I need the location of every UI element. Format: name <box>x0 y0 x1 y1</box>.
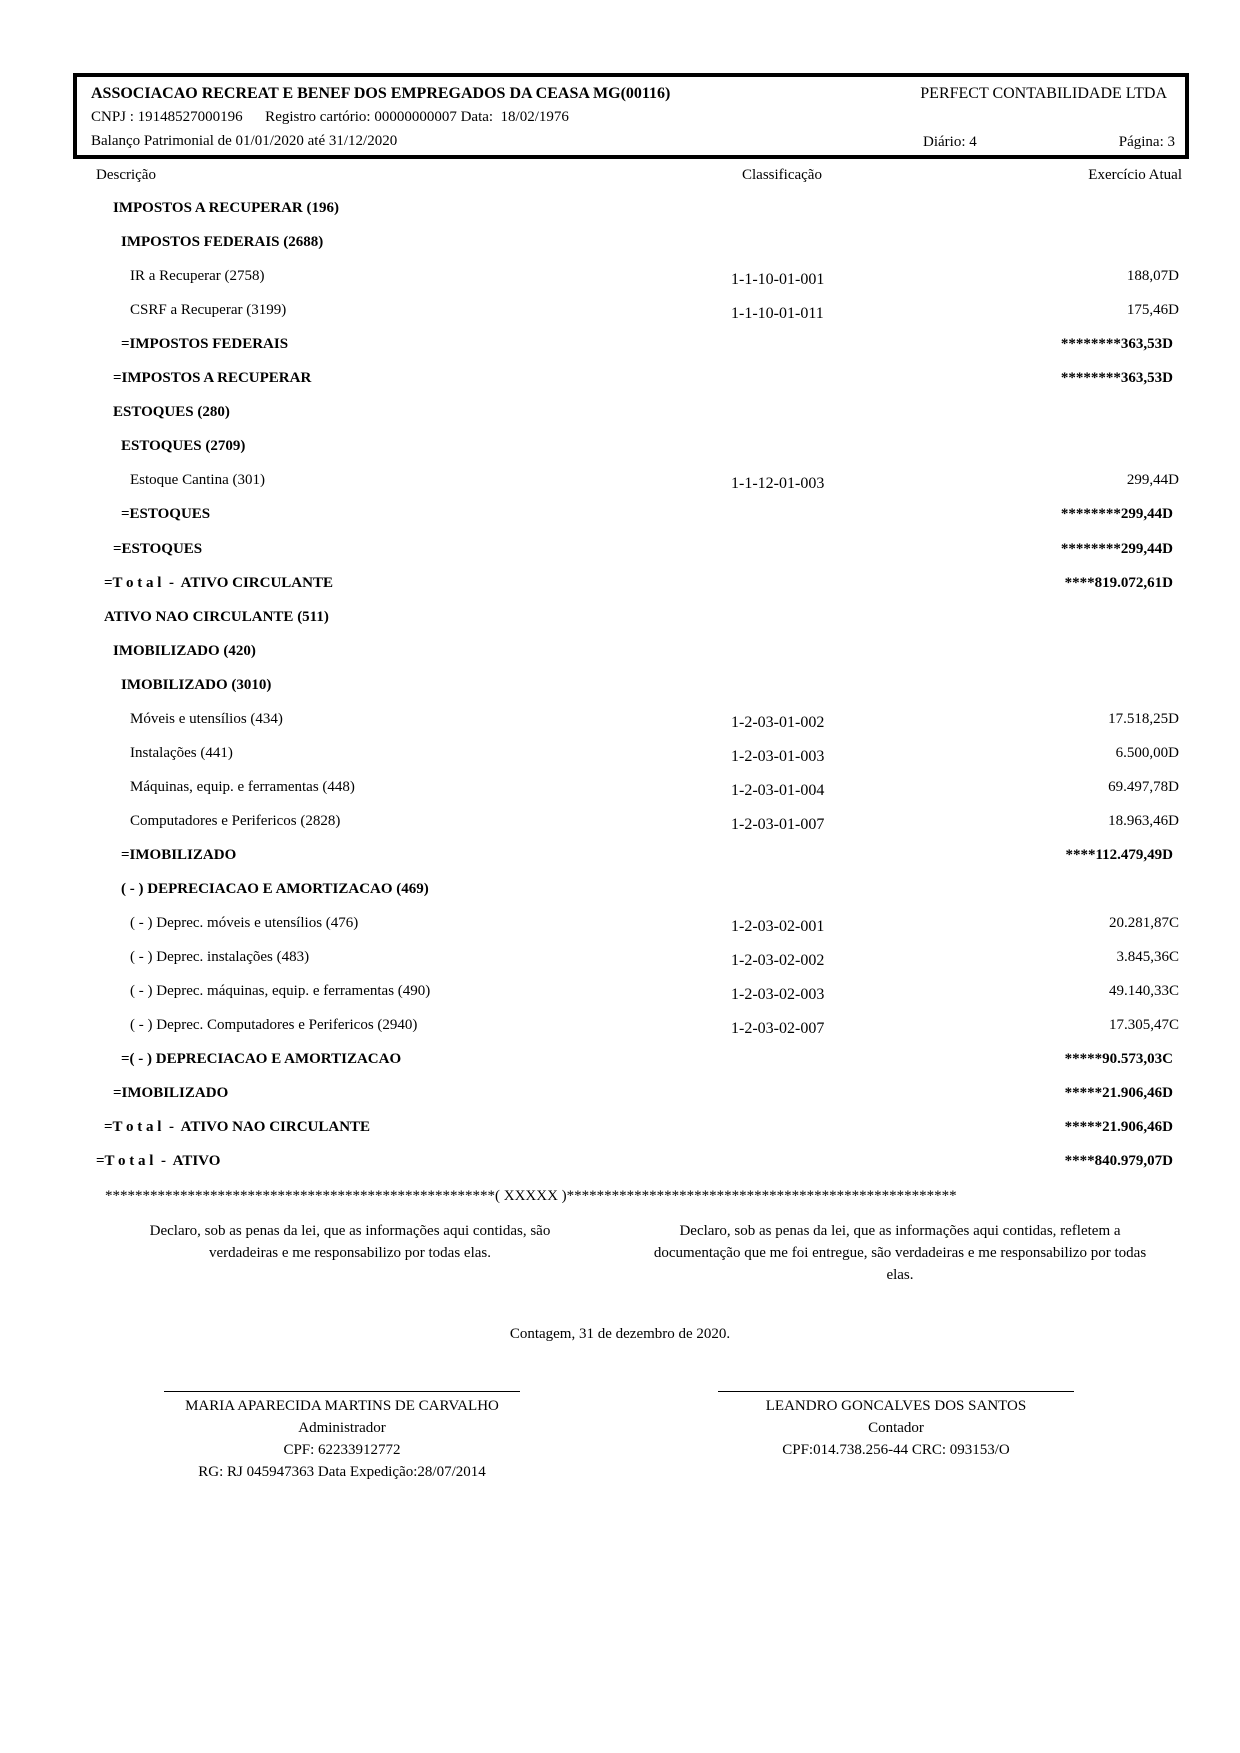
row-value: 69.497,78D <box>1108 779 1179 795</box>
row-description: Máquinas, equip. e ferramentas (448) <box>130 779 355 795</box>
row-description: ( - ) DEPRECIACAO E AMORTIZACAO (469) <box>121 881 429 897</box>
row-value: *****21.906,46D <box>1064 1119 1173 1135</box>
row-value: ****112.479,49D <box>1065 847 1173 863</box>
row-description: ( - ) Deprec. móveis e utensílios (476) <box>130 915 359 931</box>
signer-role: Administrador <box>298 1420 386 1436</box>
table-row <box>0 302 1240 326</box>
column-header-exercicio: Exercício Atual <box>1088 167 1182 183</box>
declaration-left: Declaro, sob as penas da lei, que as informações aqui contidas, são verdadeiras e me responsabilizo por todas elas. <box>149 1223 551 1261</box>
row-description: ESTOQUES (2709) <box>121 438 246 454</box>
row-description: =( - ) DEPRECIACAO E AMORTIZACAO <box>121 1051 402 1067</box>
accountant-firm: PERFECT CONTABILIDADE LTDA <box>920 85 1167 102</box>
row-description: =IMPOSTOS FEDERAIS <box>121 336 289 352</box>
table-row <box>0 404 1240 428</box>
table-row <box>0 1051 1240 1075</box>
row-description: =IMOBILIZADO <box>113 1085 229 1101</box>
column-header-descricao: Descrição <box>96 167 156 183</box>
row-description: IMPOSTOS FEDERAIS (2688) <box>121 234 324 250</box>
row-description: ATIVO NAO CIRCULANTE (511) <box>104 609 329 625</box>
table-row <box>0 609 1240 633</box>
row-description: =T o t a l - ATIVO <box>96 1153 221 1169</box>
row-value: 49.140,33C <box>1108 983 1179 999</box>
signer-cpf: CPF: 62233912772 <box>283 1442 401 1458</box>
row-value: ****819.072,61D <box>1064 575 1173 591</box>
row-description: Estoque Cantina (301) <box>130 472 265 488</box>
table-row <box>0 881 1240 905</box>
row-value: 188,07D <box>1126 268 1179 284</box>
table-row <box>0 234 1240 258</box>
row-description: =IMPOSTOS A RECUPERAR <box>113 370 312 386</box>
row-value: ********299,44D <box>1060 506 1173 522</box>
row-classification: 1-2-03-01-003 <box>731 748 825 765</box>
report-header <box>73 73 1189 159</box>
row-value: *****90.573,03C <box>1064 1051 1173 1067</box>
row-classification: 1-2-03-02-002 <box>731 952 825 969</box>
page-number: Página: 3 <box>1118 134 1175 150</box>
declaration-right: Declaro, sob as penas da lei, que as informações aqui contidas, refletem a documentação que me foi entregue, são verdadeiras e me responsabilizo por todas elas. <box>653 1223 1147 1283</box>
row-classification: 1-2-03-02-001 <box>731 918 825 935</box>
row-value: 3.845,36C <box>1116 949 1179 965</box>
row-description: ESTOQUES (280) <box>113 404 230 420</box>
signer-name: MARIA APARECIDA MARTINS DE CARVALHO <box>185 1398 499 1414</box>
company-name: ASSOCIACAO RECREAT E BENEF DOS EMPREGADOS DA CEASA MG(00116) <box>91 85 671 102</box>
row-value: *****21.906,46D <box>1064 1085 1173 1101</box>
row-classification: 1-1-10-01-001 <box>731 271 825 288</box>
table-row <box>0 438 1240 462</box>
row-value: 6.500,00D <box>1115 745 1179 761</box>
row-value: ********363,53D <box>1060 336 1173 352</box>
table-row <box>0 1119 1240 1143</box>
row-classification: 1-2-03-02-003 <box>731 986 825 1003</box>
row-description: ( - ) Deprec. instalações (483) <box>130 949 310 965</box>
row-value: 175,46D <box>1126 302 1179 318</box>
row-description: =T o t a l - ATIVO CIRCULANTE <box>104 575 333 591</box>
row-description: =ESTOQUES <box>121 506 211 522</box>
table-row <box>0 779 1240 803</box>
row-description: IMOBILIZADO (420) <box>113 643 256 659</box>
table-row <box>0 677 1240 701</box>
row-description: =T o t a l - ATIVO NAO CIRCULANTE <box>104 1119 371 1135</box>
table-row <box>0 1085 1240 1109</box>
table-row <box>0 575 1240 599</box>
row-description: Computadores e Perifericos (2828) <box>130 813 341 829</box>
table-row <box>0 268 1240 292</box>
table-row <box>0 506 1240 530</box>
row-classification: 1-1-10-01-011 <box>731 305 824 322</box>
table-row <box>0 643 1240 667</box>
table-row <box>0 915 1240 939</box>
row-description: =ESTOQUES <box>113 541 203 557</box>
table-row <box>0 541 1240 565</box>
row-classification: 1-2-03-02-007 <box>731 1020 825 1037</box>
table-row <box>0 370 1240 394</box>
city-date: Contagem, 31 de dezembro de 2020. <box>509 1326 731 1342</box>
row-classification: 1-2-03-01-007 <box>731 816 825 833</box>
row-description: IMOBILIZADO (3010) <box>121 677 272 693</box>
row-description: IR a Recuperar (2758) <box>130 268 265 284</box>
table-row <box>0 200 1240 224</box>
cnpj-registration: CNPJ : 19148527000196 Registro cartório: 00000000007 Data: 18/02/1976 <box>91 109 569 125</box>
row-description: CSRF a Recuperar (3199) <box>130 302 287 318</box>
signer-name: LEANDRO GONCALVES DOS SANTOS <box>765 1398 1027 1414</box>
signer-cpf-crc: CPF:014.738.256-44 CRC: 093153/O <box>782 1442 1010 1458</box>
table-row <box>0 472 1240 496</box>
report-period: Balanço Patrimonial de 01/01/2020 até 31/12/2020 <box>91 133 398 149</box>
table-row <box>0 983 1240 1007</box>
row-value: 17.518,25D <box>1108 711 1179 727</box>
row-description: =IMOBILIZADO <box>121 847 237 863</box>
row-classification: 1-1-12-01-003 <box>731 475 825 492</box>
row-description: ( - ) Deprec. Computadores e Perifericos (2940) <box>130 1017 418 1033</box>
table-row <box>0 949 1240 973</box>
table-row <box>0 336 1240 360</box>
separator-line: ****************************************************( XXXXX )**************************************************** <box>105 1188 957 1204</box>
signature-administrator <box>142 1395 542 1483</box>
signer-rg: RG: RJ 045947363 Data Expedição:28/07/2014 <box>198 1464 486 1480</box>
table-row <box>0 1017 1240 1041</box>
row-classification: 1-2-03-01-004 <box>731 782 825 799</box>
signature-line-left <box>164 1391 520 1392</box>
table-row <box>0 847 1240 871</box>
row-value: 18.963,46D <box>1108 813 1179 829</box>
table-row <box>0 813 1240 837</box>
signature-accountant <box>696 1395 1096 1461</box>
row-description: Móveis e utensílios (434) <box>130 711 283 727</box>
row-description: IMPOSTOS A RECUPERAR (196) <box>113 200 339 216</box>
row-value: 20.281,87C <box>1108 915 1179 931</box>
row-description: Instalações (441) <box>130 745 233 761</box>
row-value: 299,44D <box>1126 472 1179 488</box>
table-row <box>0 745 1240 769</box>
signer-role: Contador <box>868 1420 924 1436</box>
column-header-classificacao: Classificação <box>742 167 822 183</box>
row-value: ********299,44D <box>1060 541 1173 557</box>
diario-number: Diário: 4 <box>923 134 977 150</box>
row-value: 17.305,47C <box>1108 1017 1179 1033</box>
table-row <box>0 1153 1240 1177</box>
signature-line-right <box>718 1391 1074 1392</box>
row-value: ********363,53D <box>1060 370 1173 386</box>
row-description: ( - ) Deprec. máquinas, equip. e ferramentas (490) <box>130 983 431 999</box>
row-value: ****840.979,07D <box>1064 1153 1173 1169</box>
row-classification: 1-2-03-01-002 <box>731 714 825 731</box>
table-row <box>0 711 1240 735</box>
